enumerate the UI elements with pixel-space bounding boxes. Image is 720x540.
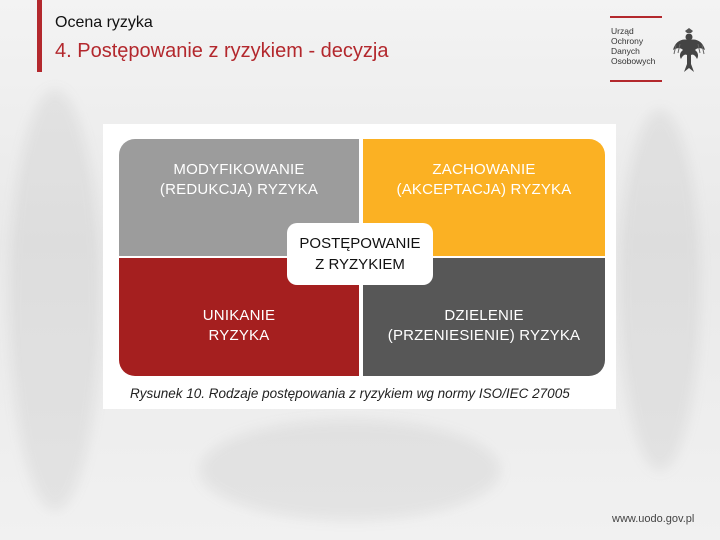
logo-rule xyxy=(610,80,662,82)
polish-eagle-icon xyxy=(672,28,706,74)
accent-bar xyxy=(37,0,42,72)
center-label-box xyxy=(287,223,433,285)
logo-line: Ochrony xyxy=(611,36,644,46)
background-shape xyxy=(200,420,500,520)
slide-title: 4. Postępowanie z ryzykiem - decyzja xyxy=(55,40,389,62)
figure-caption: Rysunek 10. Rodzaje postępowania z ryzykiem wg normy ISO/IEC 27005 xyxy=(130,386,570,401)
quadrant-label: RYZYKA xyxy=(208,327,270,344)
logo-line: Osobowych xyxy=(611,56,656,66)
center-label: Z RYZYKIEM xyxy=(315,256,405,273)
quadrant-label: DZIELENIE xyxy=(444,307,524,324)
background-shape xyxy=(620,110,700,470)
uodo-logo xyxy=(608,16,708,84)
quadrant-label: (PRZENIESIENIE) RYZYKA xyxy=(387,327,581,344)
logo-rule xyxy=(610,16,662,18)
logo-line: Danych xyxy=(611,46,640,56)
section-label: Ocena ryzyka xyxy=(55,14,153,31)
logo-line: Urząd xyxy=(611,26,634,36)
quadrant-label: UNIKANIE xyxy=(202,307,276,324)
quadrant-label: ZACHOWANIE xyxy=(432,161,536,178)
footer-url: www.uodo.gov.pl xyxy=(612,513,695,525)
quadrant-label: (REDUKCJA) RYZYKA xyxy=(159,181,319,198)
slide-header xyxy=(0,0,720,80)
quadrant-label: (AKCEPTACJA) RYZYKA xyxy=(396,181,572,198)
background-shape xyxy=(10,90,100,510)
risk-treatment-figure xyxy=(103,124,616,409)
quadrant-label: MODYFIKOWANIE xyxy=(173,161,305,178)
center-label: POSTĘPOWANIE xyxy=(299,235,421,252)
logo-text xyxy=(611,26,671,66)
